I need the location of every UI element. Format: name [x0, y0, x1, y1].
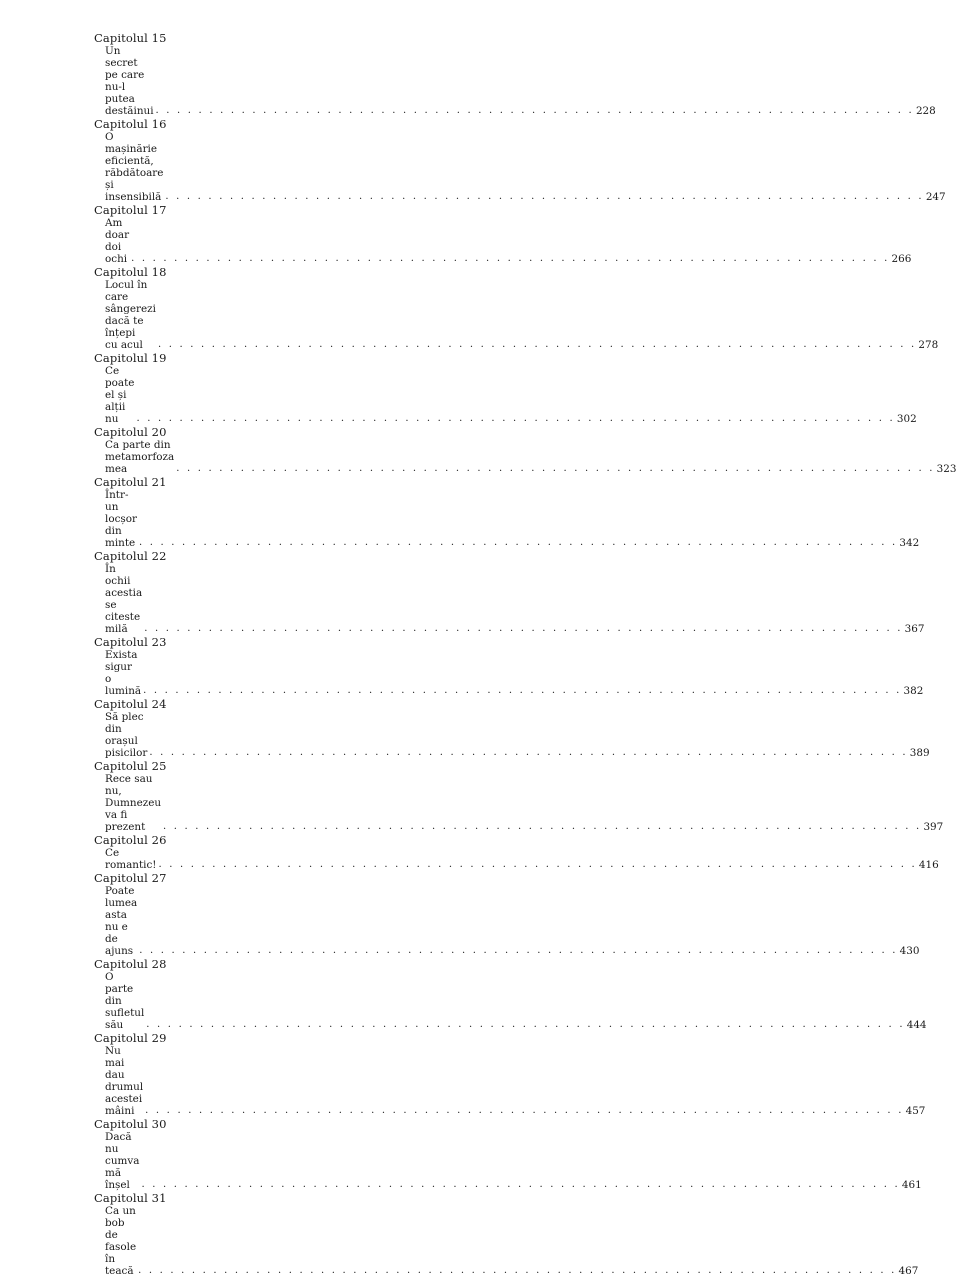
page-number: 430 [899, 945, 920, 957]
chapter-title-row [94, 847, 939, 871]
chapter-heading: Capitolul 22 [94, 549, 167, 563]
page-number: 266 [891, 253, 912, 265]
dot-leader [158, 859, 916, 871]
page-number: 367 [904, 623, 925, 635]
toc-entry [94, 697, 930, 759]
chapter-title [105, 1205, 136, 1277]
dot-leader [145, 1105, 903, 1117]
dot-leader [139, 537, 897, 549]
dot-leader [136, 413, 894, 425]
page-number: 416 [918, 859, 939, 871]
dot-leader [138, 1265, 896, 1277]
toc-entry [94, 759, 944, 833]
chapter-title-line: cu acul [105, 339, 143, 351]
chapter-heading: Capitolul 27 [94, 871, 167, 885]
chapter-heading: Capitolul 24 [94, 697, 167, 711]
chapter-title-row [94, 217, 912, 265]
toc-entry [94, 1031, 926, 1117]
chapter-title-line: O parte din sufletul său [105, 971, 145, 1031]
chapter-heading: Capitolul 31 [94, 1191, 167, 1205]
chapter-title [105, 1045, 143, 1117]
chapter-title-line: Exista sigur o lumină [105, 649, 142, 697]
chapter-title-row [94, 1045, 926, 1117]
chapter-title-line: Poate lumea asta nu e de ajuns [105, 885, 138, 957]
chapter-title-row [94, 45, 936, 117]
dot-leader [131, 253, 889, 265]
table-of-contents [94, 31, 956, 1277]
chapter-title-line: În ochii acestia se citeste milă [105, 563, 143, 635]
chapter-title [105, 439, 174, 475]
dot-leader [141, 1179, 899, 1191]
toc-entry [94, 957, 927, 1031]
chapter-heading: Capitolul 15 [94, 31, 167, 45]
chapter-title-row [94, 885, 920, 957]
dot-leader [149, 747, 907, 759]
page-number: 457 [905, 1105, 926, 1117]
page-number: 461 [901, 1179, 922, 1191]
chapter-title [105, 649, 141, 697]
chapter-title [105, 563, 142, 635]
chapter-heading: Capitolul 18 [94, 265, 167, 279]
page-number: 389 [909, 747, 930, 759]
chapter-title-row [94, 489, 920, 549]
toc-entry [94, 117, 946, 203]
chapter-heading: Capitolul 17 [94, 203, 167, 217]
toc-entry [94, 475, 920, 549]
chapter-title [105, 279, 156, 351]
chapter-heading: Capitolul 30 [94, 1117, 167, 1131]
toc-entry [94, 351, 917, 425]
toc-entry [94, 203, 912, 265]
page-number: 342 [899, 537, 920, 549]
toc-entry [94, 1191, 919, 1277]
chapter-title-line: Într-un locșor din minte [105, 489, 137, 549]
chapter-title [105, 45, 154, 117]
chapter-title-line: Locul în care sângerezi dacă te înțepi [105, 279, 156, 339]
chapter-title [105, 489, 137, 549]
chapter-title-line: Un secret pe care nu-l putea destăinui [105, 45, 154, 117]
chapter-title [105, 971, 144, 1031]
dot-leader [158, 339, 916, 351]
chapter-heading: Capitolul 16 [94, 117, 167, 131]
chapter-title-row [94, 971, 927, 1031]
chapter-title-line: Ca parte din metamorfoza mea [105, 439, 175, 475]
chapter-title [105, 773, 161, 833]
chapter-title-line: Am doar doi ochi [105, 217, 130, 265]
chapter-title-row [94, 649, 924, 697]
chapter-title-row [94, 563, 925, 635]
chapter-heading: Capitolul 29 [94, 1031, 167, 1045]
page-number: 444 [906, 1019, 927, 1031]
chapter-heading: Capitolul 26 [94, 833, 167, 847]
chapter-heading: Capitolul 28 [94, 957, 167, 971]
chapter-title [105, 1131, 139, 1191]
dot-leader [139, 945, 897, 957]
chapter-title-row [94, 365, 917, 425]
chapter-heading: Capitolul 21 [94, 475, 167, 489]
chapter-title-line: Rece sau nu, Dumnezeu va fi prezent [105, 773, 162, 833]
chapter-title-line: Dacă nu cumva mă înșel [105, 1131, 140, 1191]
chapter-title-row [94, 773, 944, 833]
chapter-title-line: Nu mai dau drumul acestei mâini [105, 1045, 144, 1117]
toc-entry [94, 265, 939, 351]
chapter-title [105, 217, 129, 265]
chapter-title-line: O mașinărie eficientă, răbdătoare [105, 131, 164, 179]
page-number: 382 [903, 685, 924, 697]
chapter-heading: Capitolul 23 [94, 635, 167, 649]
page-number: 278 [918, 339, 939, 351]
dot-leader [146, 1019, 904, 1031]
chapter-title-row [94, 131, 946, 203]
chapter-title-line: și insensibilă [105, 179, 162, 203]
dot-leader [143, 685, 901, 697]
toc-entry [94, 1117, 922, 1191]
dot-leader [144, 623, 902, 635]
dot-leader [176, 463, 934, 475]
chapter-title [105, 847, 156, 871]
chapter-title [105, 711, 147, 759]
dot-leader [163, 821, 921, 833]
chapter-title [105, 131, 163, 203]
toc-entry [94, 871, 920, 957]
chapter-title-row [94, 439, 956, 475]
chapter-title-row [94, 1205, 919, 1277]
toc-entry [94, 833, 939, 871]
toc-entry [94, 549, 925, 635]
chapter-title-line: Să plec din orașul pisicilor [105, 711, 148, 759]
page-number: 323 [936, 463, 956, 475]
chapter-heading: Capitolul 19 [94, 351, 167, 365]
chapter-title-line: Ca un bob de fasole în teacă [105, 1205, 137, 1277]
page-number: 302 [896, 413, 917, 425]
chapter-title-row [94, 711, 930, 759]
toc-entry [94, 31, 936, 117]
chapter-heading: Capitolul 25 [94, 759, 167, 773]
toc-entry [94, 635, 924, 697]
chapter-title-line: Ce poate el și alții nu [105, 365, 135, 425]
chapter-title [105, 885, 137, 957]
chapter-heading: Capitolul 20 [94, 425, 167, 439]
dot-leader [156, 105, 914, 117]
dot-leader [165, 191, 923, 203]
chapter-title-row [94, 1131, 922, 1191]
page-number: 228 [915, 105, 936, 117]
page-number: 247 [925, 191, 946, 203]
page-number: 397 [923, 821, 944, 833]
chapter-title [105, 365, 134, 425]
chapter-title-row [94, 279, 939, 351]
page-number: 467 [898, 1265, 919, 1277]
chapter-title-line: Ce romantic! [105, 847, 157, 871]
toc-entry [94, 425, 956, 475]
